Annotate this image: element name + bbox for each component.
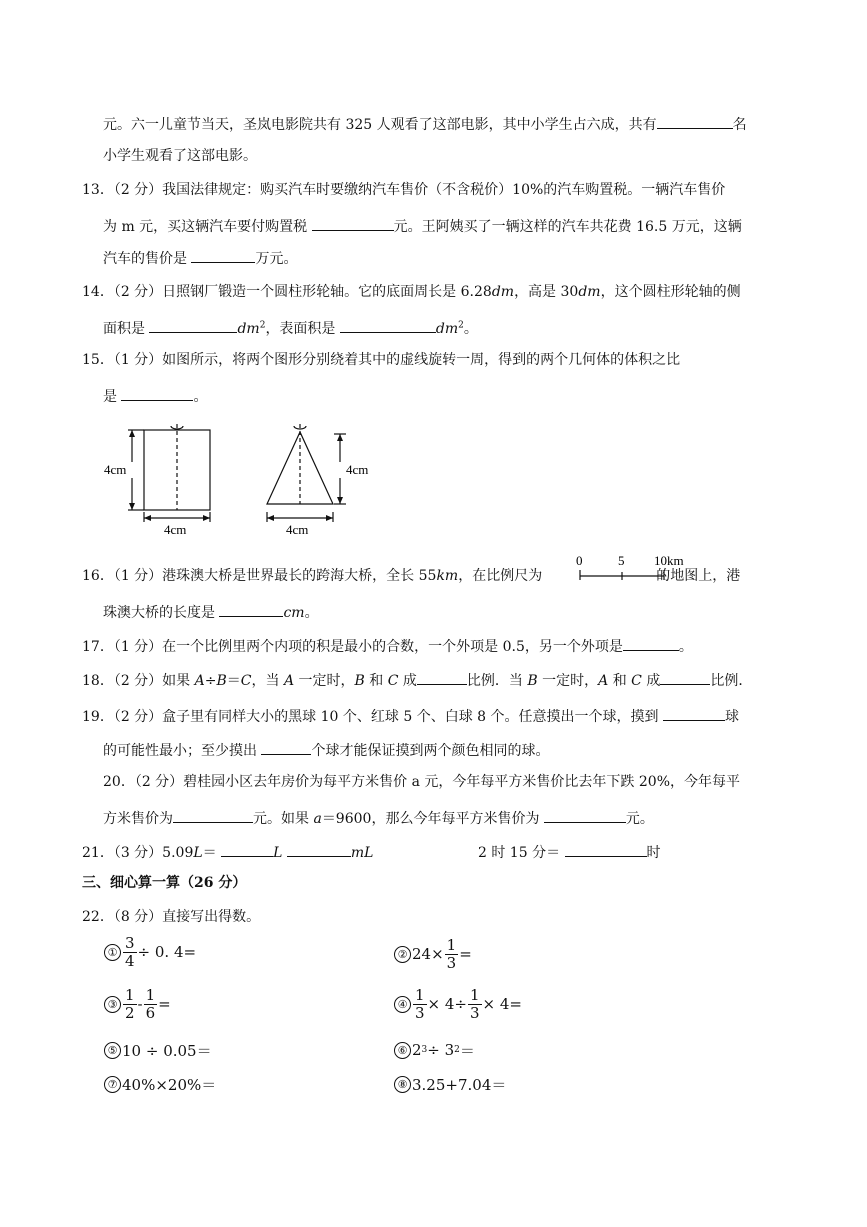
q14-text-e: ，表面积是 [265, 321, 336, 337]
var-c: C [240, 673, 252, 689]
q21-line [82, 840, 373, 862]
expression-text: 24× [412, 945, 444, 963]
q19-line2 [103, 738, 549, 760]
expression-text: 10 ÷ 0.05＝ [122, 1041, 212, 1060]
fraction [445, 937, 459, 972]
fraction [123, 935, 137, 970]
q15-line2 [103, 384, 207, 406]
q14-unit-dm: dm [491, 284, 515, 300]
numerator: 1 [470, 985, 480, 1004]
var-b: B [354, 673, 365, 689]
q18-blank-1[interactable] [417, 668, 467, 685]
q14-unit-dm: dm [578, 284, 601, 300]
fraction [144, 987, 158, 1022]
rect-width-label: 4cm [164, 522, 187, 537]
q18-text: ＝ [226, 673, 241, 689]
q20-text-d: ＝9600，那么今年每平方米售价为 [321, 811, 540, 827]
q14-line1 [82, 282, 741, 304]
q19-color-blank[interactable] [663, 704, 725, 721]
var-a: a [313, 811, 322, 827]
numerator: 1 [415, 985, 425, 1004]
q21-hours-blank[interactable] [565, 840, 647, 857]
item-marker: ② [394, 946, 411, 963]
q17-text-b: 。 [678, 639, 693, 655]
q13-text-b: 为 m 元，买这辆汽车要付购置税 [103, 219, 308, 235]
q14-line2 [103, 316, 478, 338]
q20-text-a: （2 分）碧桂园小区去年房价为每平方米售价 a 元，今年每平方米售价比去年下跌 20%，今年每平 [134, 774, 740, 790]
q21-text: （3 分）5.09 [113, 845, 194, 861]
expression-text: × 4÷ [427, 995, 467, 1013]
q13-number: 13． [82, 182, 114, 198]
q13-tax-blank[interactable] [312, 214, 394, 231]
expression-text: 40%×20%＝ [122, 1075, 217, 1094]
q16-line2 [103, 600, 319, 622]
q18-text: （2 分）如果 [113, 673, 195, 689]
q18-blank-2[interactable] [660, 668, 710, 685]
denominator: 6 [145, 1003, 156, 1022]
q12-text-c: 小学生观看了这部电影。 [103, 148, 257, 164]
q22-text: （8 分）直接写出得数。 [113, 909, 261, 925]
denominator: 4 [125, 951, 135, 970]
q16-text-c: 的地图上，港 [656, 568, 741, 584]
denominator: 3 [415, 1003, 425, 1022]
q15-text-c: 。 [193, 389, 208, 405]
var-a: A [283, 673, 295, 689]
calc-item-7 [104, 1066, 216, 1102]
q14-number: 14． [82, 284, 114, 300]
q13-line1 [82, 180, 725, 202]
fraction [123, 987, 137, 1022]
q18-line [82, 668, 752, 690]
fraction [468, 987, 482, 1022]
q13-line3 [103, 246, 297, 268]
q20-line1 [103, 772, 740, 794]
q14-exponent: 2 [458, 320, 464, 331]
q12-line1 [103, 112, 747, 134]
q18-text: 成 [641, 673, 661, 689]
q17-answer-blank[interactable] [623, 634, 679, 651]
q18-text: 一定时， [537, 673, 599, 689]
q21-ml-blank[interactable] [287, 840, 351, 857]
q16-text-e: 。 [304, 605, 319, 621]
q19-count-blank[interactable] [261, 738, 311, 755]
tri-width-label: 4cm [286, 522, 309, 537]
q19-text-a: （2 分）盒子里有同样大小的黑球 10 个、红球 5 个、白球 8 个。任意摸出一个球，摸到 [113, 709, 659, 725]
q22-number: 22． [82, 909, 114, 925]
q12-text-b: 名 [732, 117, 747, 133]
denominator: 3 [470, 1003, 480, 1022]
denominator: 3 [446, 953, 457, 972]
q18-number: 18． [82, 673, 114, 689]
var-b: B [216, 673, 227, 689]
q17-line [82, 634, 693, 656]
calc-item-6: ⑥ 2 3 ÷ 3 2 ＝ [394, 1032, 475, 1068]
item-marker: ④ [394, 996, 411, 1013]
q16-text-a: （1 分）港珠澳大桥是世界最长的跨海大桥，全长 55 [113, 568, 437, 584]
q12-line2 [103, 146, 257, 168]
item-marker: ⑦ [104, 1076, 121, 1093]
expression-text: - [137, 995, 143, 1013]
q13-line2 [103, 214, 742, 236]
q22-title [82, 907, 260, 929]
q16-number: 16． [82, 568, 114, 584]
q15-line1 [82, 350, 680, 372]
expression-text: ÷ 3 [427, 1041, 455, 1059]
q13-price-blank[interactable] [191, 246, 255, 263]
q21-text: ＝ [202, 845, 217, 861]
q18-text: 和 [364, 673, 388, 689]
var-a: A [598, 673, 609, 689]
item-marker: ① [104, 944, 121, 961]
q20-price-blank-2[interactable] [544, 806, 626, 823]
var-b: B [527, 673, 538, 689]
q18-text: 一定时， [294, 673, 355, 689]
item-marker: ③ [104, 996, 121, 1013]
q21-line-b [478, 840, 661, 862]
q20-text-b: 方米售价为 [103, 811, 173, 827]
q13-text-e: 万元。 [255, 251, 298, 267]
unit-l: L [273, 845, 283, 861]
q15-text-a: （1 分）如图所示，将两个图形分别绕着其中的虚线旋转一周，得到的两个几何体的体积之比 [113, 352, 681, 368]
scale-label-0: 0 [576, 553, 583, 568]
q16-text-d: 珠澳大桥的长度是 [103, 605, 215, 621]
q17-number: 17． [82, 639, 114, 655]
q20-text-e: 元。 [625, 811, 654, 827]
item-marker: ⑤ [104, 1042, 121, 1059]
q14-exponent: 2 [259, 320, 266, 331]
item-marker: ⑧ [394, 1076, 411, 1093]
q12-answer-blank[interactable] [657, 112, 733, 129]
q19-text-d: 个球才能保证摸到两个颜色相同的球。 [311, 743, 550, 759]
q21-text: 2 时 15 分＝ [478, 845, 561, 861]
q14-lateral-area-blank[interactable] [149, 316, 237, 333]
q19-text-b: 球 [724, 709, 739, 725]
numerator: 1 [446, 935, 457, 954]
expression-text: ＝ [459, 1041, 475, 1060]
q19-number: 19． [82, 709, 114, 725]
q14-unit-dm2: dm [237, 321, 260, 337]
q15-figure [100, 418, 380, 540]
denominator: 2 [125, 1003, 135, 1022]
fraction [413, 987, 427, 1022]
var-c: C [387, 673, 399, 689]
expression-text: ÷ 0. 4= [137, 943, 197, 961]
expression-text: × 4= [482, 995, 522, 1013]
item-marker: ⑥ [394, 1042, 411, 1059]
q18-text: ÷ [204, 673, 217, 689]
q21-liters-blank[interactable] [221, 840, 273, 857]
q12-text-a: 元。六一儿童节当天，圣岚电影院共有 325 人观看了这部电影，其中小学生占六成，共有 [103, 117, 657, 133]
calc-item-8 [394, 1066, 506, 1102]
calc-item-4 [394, 986, 522, 1022]
q18-text: 和 [608, 673, 632, 689]
unit-l: L [193, 845, 203, 861]
q20-number: 20． [103, 774, 135, 790]
expression-text: = [459, 945, 472, 963]
q14-text-f: 。 [463, 321, 478, 337]
q13-text-a: （2 分）我国法律规定：购买汽车时要缴纳汽车售价（不含税价）10%的汽车购置税。一辆汽车售价 [113, 182, 726, 198]
q18-text: 成 [398, 673, 417, 689]
expression-text: = [158, 995, 171, 1013]
numerator: 1 [145, 985, 156, 1004]
q14-surface-area-blank[interactable] [340, 316, 436, 333]
calc-item-3 [104, 986, 171, 1022]
q15-ratio-blank[interactable] [121, 384, 193, 401]
q15-text-b: 是 [103, 389, 117, 405]
scale-label-5: 5 [618, 553, 625, 568]
tri-height-label: 4cm [346, 462, 369, 477]
q14-unit-dm2: dm [435, 321, 459, 337]
expression-text: 2 [412, 1041, 422, 1059]
q18-text: 比例． [710, 673, 753, 689]
q19-line1 [82, 704, 739, 726]
calc-item-1 [104, 934, 196, 970]
q21-text: 时 [646, 845, 661, 861]
q14-text-a: （2 分）日照钢厂锻造一个圆柱形轮轴。它的底面周长是 6.28 [113, 284, 492, 300]
q14-text-d: 面积是 [103, 321, 145, 337]
q14-text-c: ，这个圆柱形轮轴的侧 [600, 284, 741, 300]
q19-text-c: 的可能性最小；至少摸出 [103, 743, 257, 759]
unit-ml: mL [350, 845, 374, 861]
q20-price-blank-1[interactable] [173, 806, 253, 823]
q20-line2 [103, 806, 654, 828]
scale-label-10km: 10km [654, 553, 684, 568]
numerator: 1 [125, 985, 135, 1004]
q16-text-b: ，在比例尺为 [458, 568, 543, 584]
q18-text: ，当 [251, 673, 284, 689]
var-c: C [631, 673, 642, 689]
q14-text-b: ，高是 30 [514, 284, 579, 300]
q17-text-a: （1 分）在一个比例里两个内项的积是最小的合数，一个外项是 0.5，另一个外项是 [113, 639, 623, 655]
calc-item-2 [394, 936, 472, 972]
scale-bar [574, 552, 690, 586]
expression-text: 3.25+7.04＝ [412, 1075, 507, 1094]
q16-unit-cm: cm [283, 605, 305, 621]
section-3-heading: 三、细心算一算（26 分） [82, 875, 247, 891]
q16-length-blank[interactable] [219, 600, 283, 617]
q13-text-d: 汽车的售价是 [103, 251, 187, 267]
q21-number: 21． [82, 845, 114, 861]
q18-text: 比例．当 [466, 673, 528, 689]
var-a: A [194, 673, 205, 689]
rect-height-label: 4cm [104, 462, 127, 477]
numerator: 3 [125, 933, 135, 952]
calc-item-5 [104, 1032, 212, 1068]
q15-number: 15． [82, 352, 114, 368]
q20-text-c: 元。如果 [253, 811, 314, 827]
q13-text-c: 元。王阿姨买了一辆这样的汽车共花费 16.5 万元，这辆 [393, 219, 742, 235]
q16-unit-km: km [436, 568, 459, 584]
